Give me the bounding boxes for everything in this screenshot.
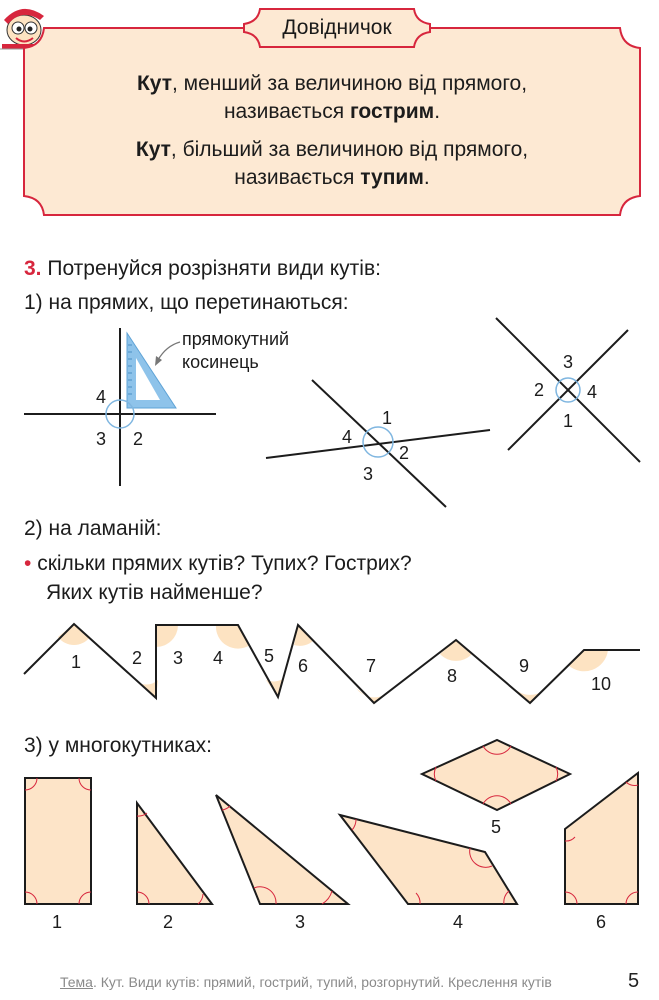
polygon-label-3: 3 xyxy=(295,912,306,932)
d2-angle-1: 1 xyxy=(382,408,393,428)
d3-angle-3: 3 xyxy=(563,352,574,372)
polyline-angle-5: 5 xyxy=(264,646,275,666)
rule-obtuse-line1: Кут, більший за величиною від прямого, xyxy=(135,138,529,161)
polyline-angle-4: 4 xyxy=(213,648,224,668)
polygon-label-1: 1 xyxy=(52,912,63,932)
question-line-2: Яких кутів найменше? xyxy=(46,581,263,604)
polyline-angle-8: 8 xyxy=(447,666,458,686)
part3-heading: 3) у многокутниках: xyxy=(24,734,212,757)
polyline-angle-6: 6 xyxy=(298,656,309,676)
set-square-label-2: косинець xyxy=(182,352,259,372)
d1-angle-4: 4 xyxy=(96,387,107,407)
rule-obtuse-line2: називається тупим. xyxy=(234,166,430,189)
d2-angle-3: 3 xyxy=(363,464,374,484)
d3-angle-2: 2 xyxy=(534,380,545,400)
d1-angle-2: 2 xyxy=(133,429,144,449)
d2-angle-4: 4 xyxy=(342,427,353,447)
polygon-label-4: 4 xyxy=(453,912,464,932)
d3-angle-1: 1 xyxy=(563,411,574,431)
d2-angle-2: 2 xyxy=(399,443,410,463)
d1-angle-3: 3 xyxy=(96,429,107,449)
polyline-angle-3: 3 xyxy=(173,648,184,668)
polygon-label-5: 5 xyxy=(491,817,502,837)
rule-acute-line1: Кут, менший за величиною від прямого, xyxy=(136,72,528,95)
reference-title: Довідничок xyxy=(282,16,392,39)
rule-acute-line2: називається гострим. xyxy=(223,100,441,123)
polygon-label-6: 6 xyxy=(596,912,607,932)
question-line-1: • скільки прямих кутів? Тупих? Гострих? xyxy=(24,552,412,575)
polygon-label-2: 2 xyxy=(163,912,174,932)
d3-angle-4: 4 xyxy=(587,382,598,402)
part1-heading: 1) на прямих, що перетинаються: xyxy=(24,291,349,314)
polyline-angle-1: 1 xyxy=(71,652,82,672)
task-heading: 3. Потренуйся розрізняти види кутів: xyxy=(24,257,381,280)
footer-topic: Тема. Кут. Види кутів: прямий, гострий, тупий, розгорнутий. Креслення кутів xyxy=(60,974,552,990)
page-number: 5 xyxy=(628,970,640,992)
set-square-label-1: прямокутний xyxy=(182,329,290,349)
polyline-angle-10: 10 xyxy=(591,674,612,694)
polyline-angle-2: 2 xyxy=(132,648,143,668)
polyline-angle-7: 7 xyxy=(366,656,377,676)
part2-heading: 2) на ламаній: xyxy=(24,517,162,540)
polyline-angle-9: 9 xyxy=(519,656,530,676)
